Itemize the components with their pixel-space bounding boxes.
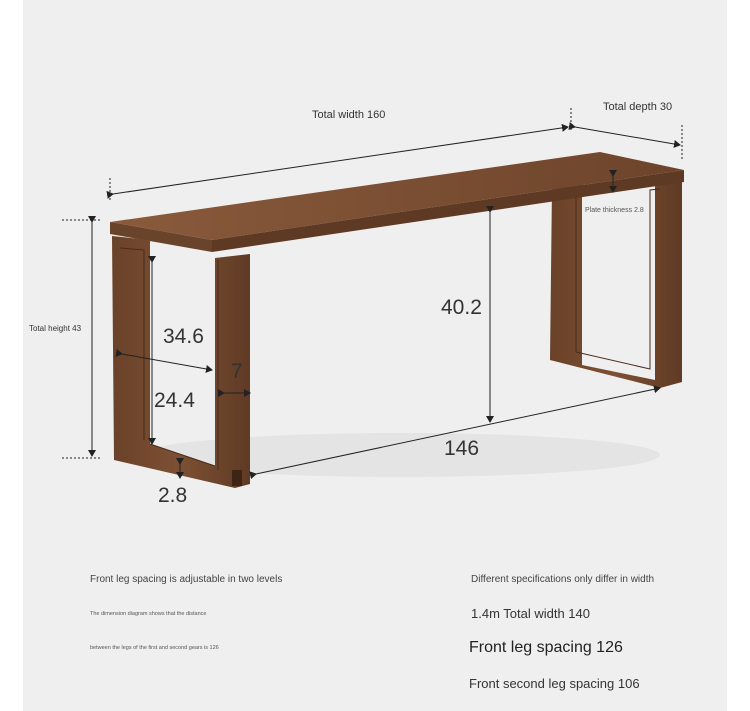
inner-length-label: 146 [444,437,480,460]
spec-front-leg-spacing: Front leg spacing 126 [469,639,623,656]
spec-second-leg-spacing: Front second leg spacing 106 [469,676,640,691]
leg-thickness-label: 7 [231,360,243,383]
total-depth-label: Total depth 30 [603,101,673,113]
note-left-line2: between the legs of the first and second gears is 126 [90,645,219,651]
leg-inner-height-label: 34.6 [163,325,204,348]
note-left-title: Front leg spacing is adjustable in two levels [90,574,283,585]
total-height-label: Total height 43 [29,324,82,333]
plate-thickness-label: Plate thickness 2.8 [585,207,644,214]
foot-thickness-label: 2.8 [158,484,188,507]
note-right-title: Different specifications only differ in width [471,574,655,585]
bench-top [110,152,684,252]
leg-inner-width-label: 24.4 [154,389,195,412]
seat-height-label: 40.2 [441,296,482,319]
note-left-line1: The dimension diagram shows that the distance [90,611,207,617]
spec-total-width: 1.4m Total width 140 [471,606,590,621]
total-width-label: Total width 160 [312,109,386,121]
